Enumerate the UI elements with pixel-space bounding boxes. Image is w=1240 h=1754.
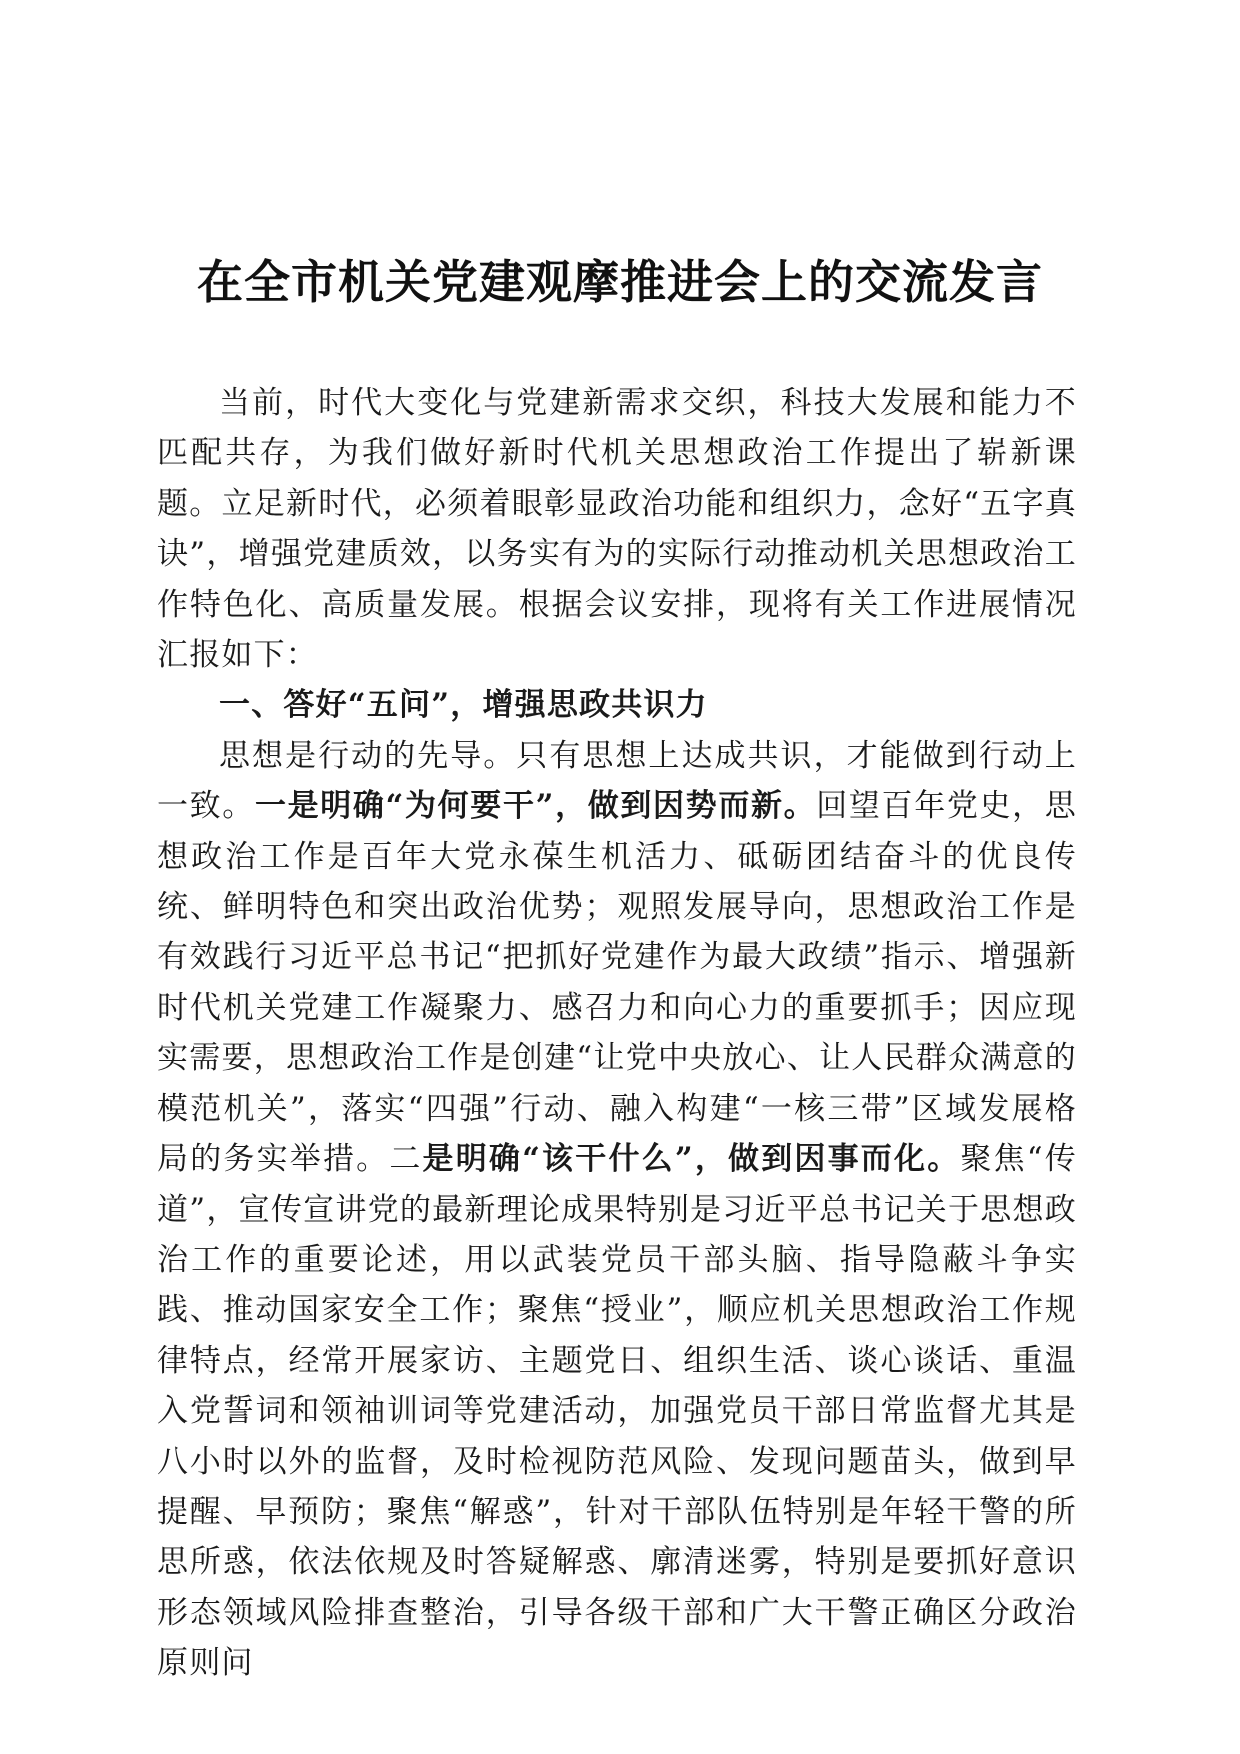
document-body bbox=[157, 378, 1077, 1689]
intro-paragraph: 当前，时代大变化与党建新需求交织，科技大发展和能力不匹配共存，为我们做好新时代机关思想政治工作提出了崭新课题。立足新时代，必须着眼彰显政治功能和组织力，念好“五字真诀”，增强党建质效，以务实有为的实际行动推动机关思想政治工作特色化、高质量发展。根据会议安排，现将有关工作进展情况汇报如下： bbox=[157, 385, 1077, 674]
para-text-mid: 回望百年党史，思想政治工作是百年大党永葆生机活力、砥砺团结奋斗的优良传统、鲜明特色和突出政治优势；观照发展导向，思想政治工作是有效践行习近平总书记“把抓好党建作为最大政绩”指示、增强新时代机关党建工作凝聚力、感召力和向心力的重要抓手；因应现实需要，思想政治工作是创建“让党中央放心、让人民群众满意的模范机关”，落实“四强”行动、融入构建“一核三带”区域发展格局的务实举措。二 bbox=[157, 788, 1077, 1178]
section-1-paragraph bbox=[157, 731, 1077, 1689]
document-title: 在全市机关党建观摩推进会上的交流发言 bbox=[197, 255, 1043, 309]
bold-point-2: 是明确“该干什么”，做到因事而化。 bbox=[422, 1141, 961, 1178]
para-text-end: 聚焦“传道”，宣传宣讲党的最新理论成果特别是习近平总书记关于思想政治工作的重要论述，用以武装党员干部头脑、指导隐蔽斗争实践、推动国家安全工作；聚焦“授业”，顺应机关思想政治工作规律特点，经常开展家访、主题党日、组织生活、谈心谈话、重温入党誓词和领袖训词等党建活动，加强党员干部日常监督尤其是八小时以外的监督，及时检视防范风险、发现问题苗头，做到早提醒、早预防；聚焦“解惑”，针对干部队伍特别是年轻干警的所思所惑，依法依规及时答疑解惑、廓清迷雾，特别是要抓好意识形态领域风险排查整治，引导各级干部和广大干警正确区分政治原则问 bbox=[157, 1141, 1078, 1682]
bold-point-1: 一是明确“为何要干”，做到因势而新。 bbox=[254, 788, 817, 825]
section-heading-1: 一、答好“五问”，增强思政共识力 bbox=[219, 687, 708, 724]
para-text-start: 思想是行动的先导。只有思想上达成共识，才能做到行动上一致。 bbox=[157, 737, 1077, 825]
